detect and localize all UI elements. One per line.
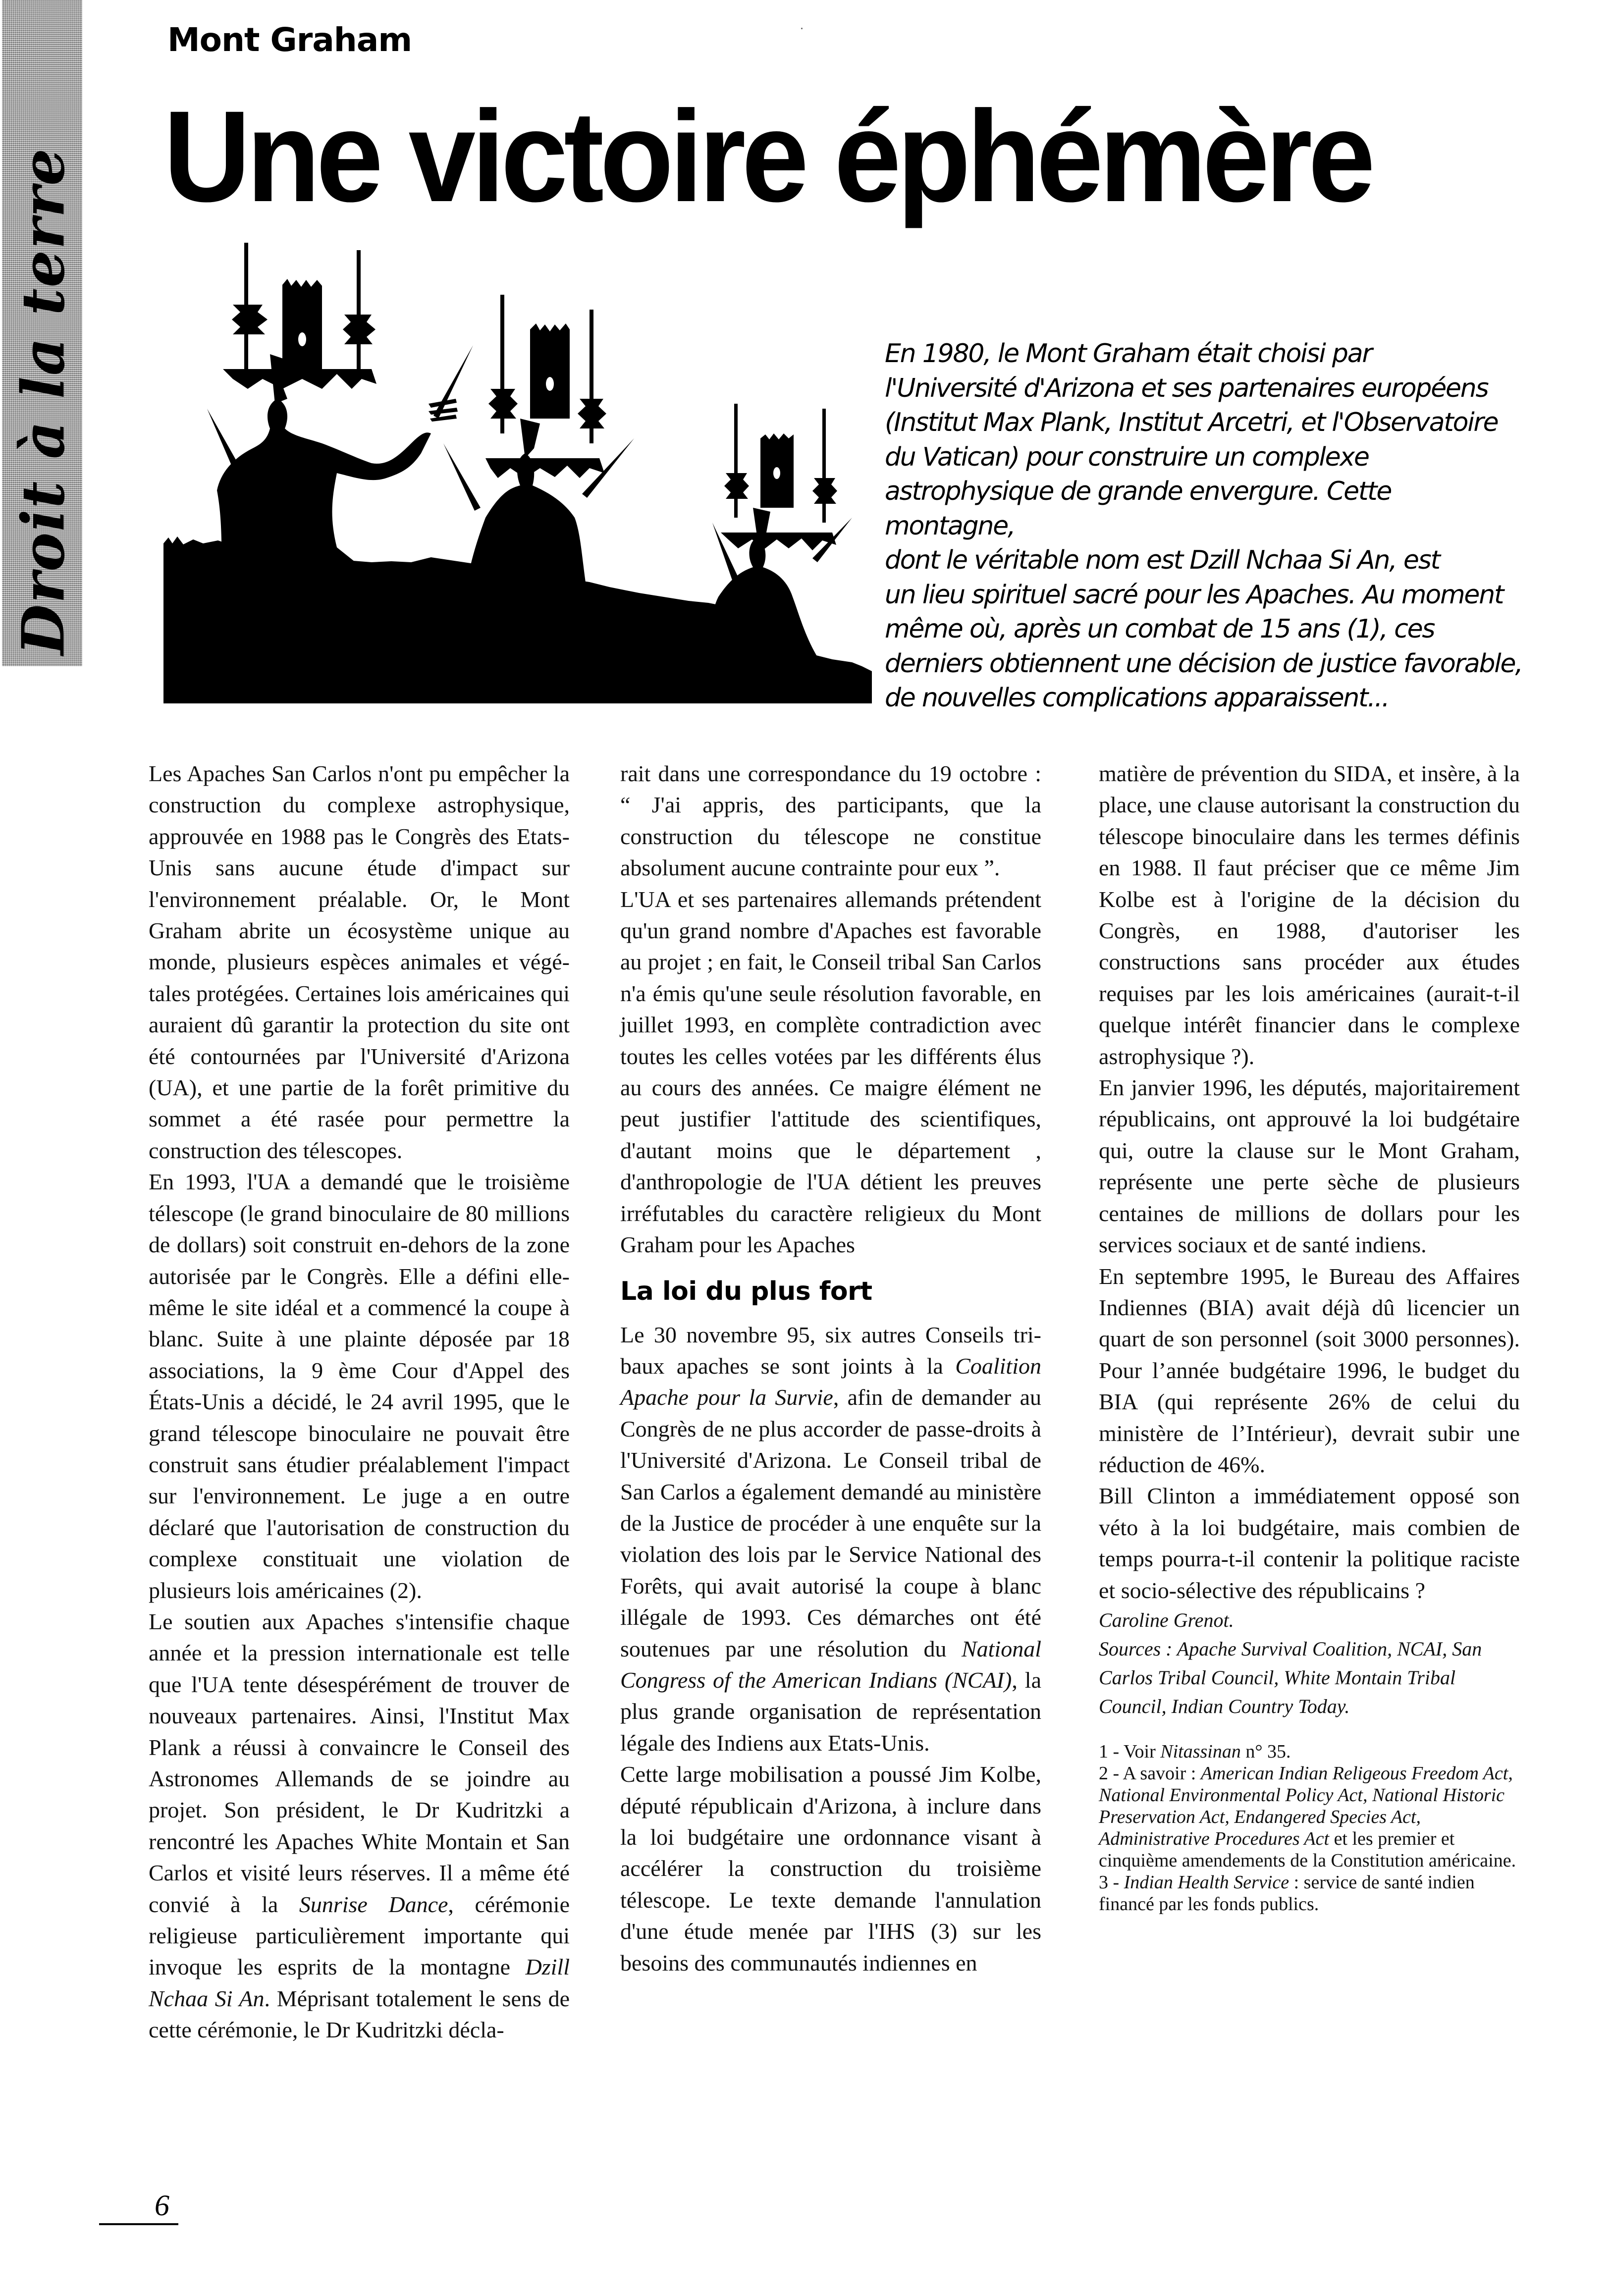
text-run: , la plus grande organisation de représentation légale des Indiens aux Etats-Unis. xyxy=(620,1667,1041,1756)
page-number: 6 xyxy=(155,2189,169,2222)
crown-dancers-illustration xyxy=(163,240,872,703)
text-run: n° 35. xyxy=(1240,1741,1291,1762)
lead-line: l'Université d'Arizona et ses partenaires européens xyxy=(885,373,1488,403)
section-title: Droit à la terre xyxy=(8,147,78,655)
text-run: . Méprisant totalement le sens de cette cérémonie, le Dr Kudritzki décla- xyxy=(149,1985,570,2043)
body-column-2 xyxy=(620,758,1041,1978)
print-mark xyxy=(801,28,803,29)
footnotes xyxy=(1099,1741,1520,1915)
lead-line: En 1980, le Mont Graham était choisi par xyxy=(885,339,1372,369)
paragraph: En septembre 1995, le Bureau des Affaires Indiennes (BIA) avait déjà dû licencier un quart de son personnel (soit 3000 personnes). Pour l’année budgétaire 1996, le budget du BIA (qui représente 26% de celui du ministère de l’Intérieur), devrait subir une réduction de 46%. xyxy=(1099,1263,1520,1477)
sources-note: Sources : Apache Survival Coalition, NCAI, San Carlos Tribal Council, White Montain Tribal Council, Indian Country Today. xyxy=(1099,1637,1482,1717)
footnote-3 xyxy=(1099,1871,1520,1915)
article-headline: Une victoire éphémère xyxy=(163,84,1371,229)
body-column-3 xyxy=(1099,758,1520,1915)
lead-line: même où, après un combat de 15 ans (1), ces xyxy=(885,614,1435,644)
text-run: 2 - A savoir : xyxy=(1099,1762,1201,1784)
body-column-1 xyxy=(149,758,570,2046)
section-subheading: La loi du plus fort xyxy=(620,1276,872,1306)
paragraph: Bill Clinton a immédiatement opposé son véto à la loi budgétaire, mais combien de temps pourra-t-il contenir la politique raciste et socio-sélective des républicains ? xyxy=(1099,1483,1520,1603)
article-lead xyxy=(885,337,1524,716)
page-number-rule xyxy=(99,2223,178,2225)
lead-line: derniers obtiennent une décision de justice favorable, xyxy=(885,648,1522,679)
paragraph: En janvier 1996, les députés, majoritairement républicains, ont approuvé la loi budgétaire qui, outre la clause sur le Mont Graham, représente une perte sèche de plusieurs centaines de millions de dollars pour les services sociaux et de santé indiens. xyxy=(1099,1075,1520,1258)
text-run: et les premier et cinquième amendements de la Constitution américaine. xyxy=(1099,1828,1516,1871)
text-run: 3 - xyxy=(1099,1871,1124,1893)
text-run: , afin de demander au Congrès de ne plus accorder de passe-droits à l'Université d'Arizona. Le Conseil tribal de San Carlos a également demandé au ministère de la Justice de procéder à une enquête sur la violation des lois par le Service National des Forêts, qui avait autorisé la coupe à blanc illégale de 1993. Ces démarches ont été soutenues par une résolution du xyxy=(620,1385,1041,1661)
italic-run: Dzill Nchaa Si An xyxy=(149,1954,570,2011)
lead-line: astrophysique de grande envergure. Cette montagne, xyxy=(885,477,1392,541)
paragraph: Cette large mobilisation a poussé Jim Kolbe, député républicain d'Arizona, à inclure dans la loi budgétaire une ordonnance visant à accélérer la construction du troisième télescope. Le texte demande l'annulation d'une étude menée par l'IHS (3) sur les besoins des communautés indiennes en xyxy=(620,1762,1041,1976)
article-kicker: Mont Graham xyxy=(167,21,412,59)
italic-run: American Indian Religeous Freedom Act, National Environmental Policy Act, National Historic Preservation Act, Endangered Species Act, Administrative Procedures Act xyxy=(1099,1762,1513,1849)
italic-run: Indian Health Service xyxy=(1124,1871,1289,1893)
paragraph xyxy=(149,1606,570,2046)
paragraph: Les Apaches San Carlos n'ont pu empêcher la construction du complexe astrophysique, approuvée en 1988 pas le Congrès des Etats-Unis sans aucune étude d'impact sur l'environnement préalable. Or, le Mont Graham abrite un écosystème unique au monde, plusieurs espèces animales et végétales protégées. Certaines lois américaines qui auraient dû garantir la protection du site ont été contournées par l'Université d'Arizona (UA), et une partie de la forêt primitive du sommet a été rasée pour permettre la construction des télescopes. xyxy=(149,761,570,1163)
text-run: 1 - Voir xyxy=(1099,1741,1161,1762)
section-banner xyxy=(2,0,82,666)
text-run: : service de santé indien financé par les fonds publics. xyxy=(1099,1871,1475,1915)
paragraph: L'UA et ses partenaires allemands prétendent qu'un grand nombre d'Apaches est favorable au projet ; en fait, le Conseil tribal San Carlos n'a émis qu'une seule résolution favorable, en juillet 1993, en complète contradiction avec toutes les celles votées par les différents élus au cours des années. Ce maigre élément ne peut justifier l'attitude des scientifiques, d'autant moins que le département , d'anthropologie de l'UA détient les preuves irréfutables du caractère religieux du Mont Graham pour les Apaches xyxy=(620,886,1041,1258)
footnote-1 xyxy=(1099,1741,1520,1762)
italic-run: Coalition Apache pour la Survie xyxy=(620,1353,1041,1410)
paragraph: rait dans une correspondance du 19 octobre : “ J'ai appris, des participants, que la construction du télescope ne constitue absolument aucune contrainte pour eux ”. xyxy=(620,761,1041,881)
paragraph xyxy=(620,1319,1041,1759)
italic-run: National Congress of the American Indians (NCAI) xyxy=(620,1636,1041,1693)
paragraph: En 1993, l'UA a demandé que le troisième télescope (le grand binoculaire de 80 millions de dollars) soit construit en-dehors de la zone autorisée par le Congrès. Elle a défini elle-même le site idéal et a commencé la coupe à blanc. Suite à une plainte déposée par 18 associations, la 9 ème Cour d'Appel des États-Unis a décidé, le 24 avril 1995, que le grand télescope binoculaire ne pouvait être construit sans étudier préalablement l'impact sur l'environnement. Le juge a en outre déclaré que l'autorisation de construction du complexe constituait une violation de plusieurs lois américaines (2). xyxy=(149,1169,570,1603)
lead-line: (Institut Max Plank, Institut Arcetri, et l'Observatoire xyxy=(885,408,1498,437)
author-byline: Caroline Grenot. xyxy=(1099,1608,1234,1631)
footnote-2 xyxy=(1099,1762,1520,1871)
paragraph: matière de prévention du SIDA, et insère, à la place, une clause autorisant la construction du télescope binoculaire dans les termes définis en 1988. Il faut préciser que ce même Jim Kolbe est à l'origine de la décision du Congrès, en 1988, d'autoriser les constructions sans procéder aux études requises par les lois américaines (aurait-t-il quelque intérêt financier dans le complexe astrophysique ?). xyxy=(1099,761,1520,1069)
lead-line: du Vatican) pour construire un complexe xyxy=(885,442,1369,472)
italic-run: Nitassinan xyxy=(1160,1741,1241,1762)
text-run: , cérémonie religieuse particulièrement importante qui invoque les esprits de la montagne xyxy=(149,1891,570,1980)
text-run: Le 30 novembre 95, six autres Conseils tribaux apaches se sont joints à la xyxy=(620,1322,1041,1379)
lead-line: de nouvelles complications apparaissent... xyxy=(885,683,1389,713)
lead-line: dont le véritable nom est Dzill Nchaa Si An, est xyxy=(885,545,1440,575)
lead-line: un lieu spirituel sacré pour les Apaches. Au moment xyxy=(885,580,1504,610)
text-run: Le soutien aux Apaches s'intensifie chaque année et la pression internationale est telle que l'UA tente désespérément de trouver de nouveaux partenaires. Ainsi, l'Institut Max Plank a réussi à convaincre le Conseil des Astronomes Allemands de se joindre au projet. Son président, le Dr Kudritzki a rencontré les Apaches White Montain et San Carlos et visité leurs réserves. Il a même été convié à la xyxy=(149,1608,570,1917)
italic-run: Sunrise Dance xyxy=(299,1891,448,1917)
